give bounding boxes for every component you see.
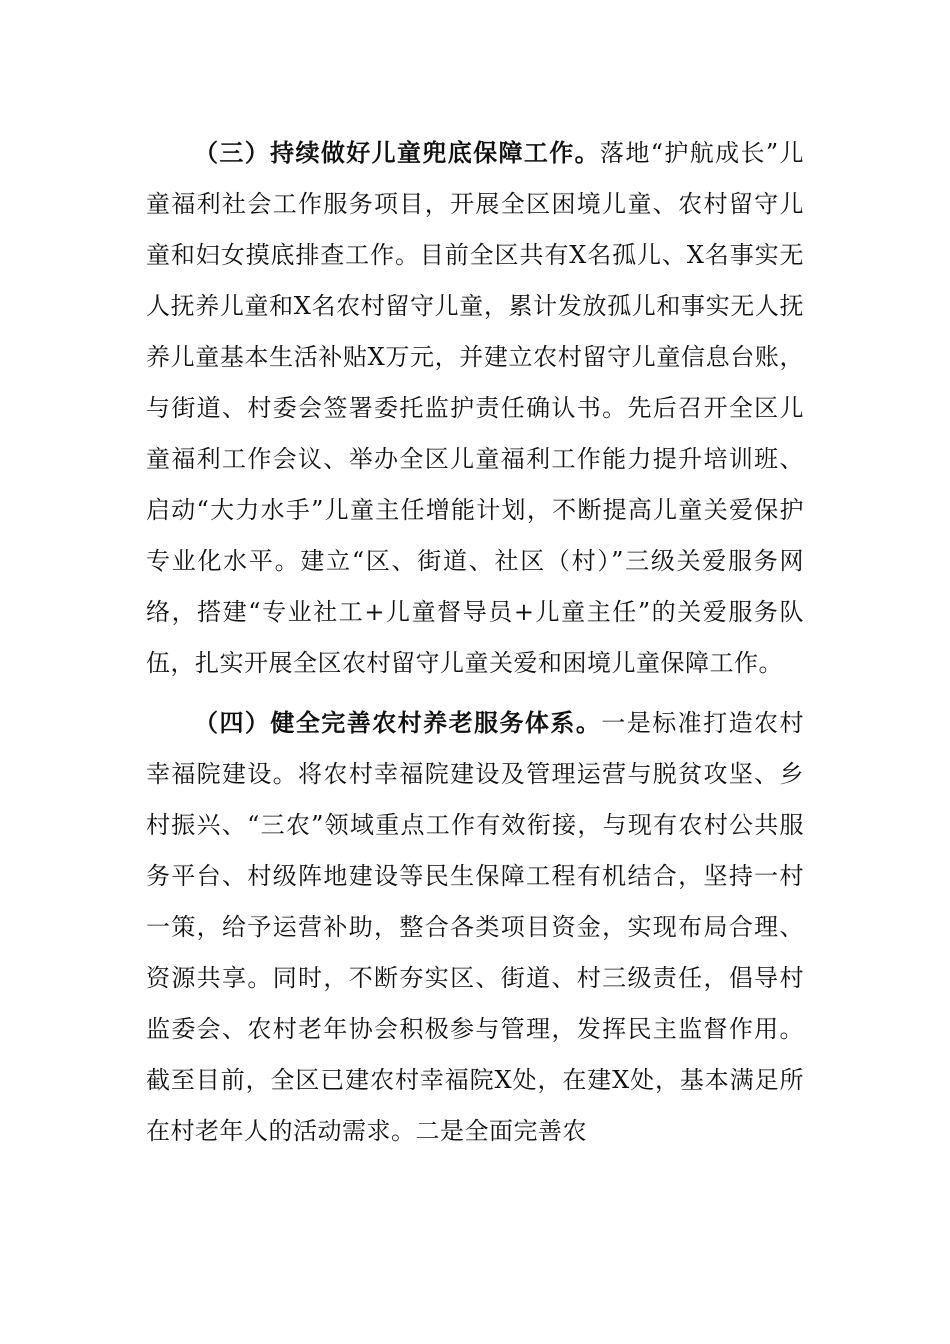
paragraph-text: 落地“护航成长”儿童福利社会工作服务项目，开展全区困境儿童、农村留守儿童和妇女摸底排查工作。目前全区共有X名孤儿、X名事实无人抚养儿童和X名农村留守儿童，累计发放孤儿和事实无人抚养儿童基本生活补贴X万元，并建立农村留守儿童信息台账，与街道、村委会签署委托监护责任确认书。先后召开全区儿童福利工作会议、举办全区儿童福利工作能力提升培训班、启动“大力水手”儿童主任增能计划，不断提高儿童关爱保护专业化水平。建立“区、街道、社区（村）”三级关爱服务网络，搭建“专业社工+儿童督导员+儿童主任”的关爱服务队伍，扎实开展全区农村留守儿童关爱和困境儿童保障工作。 [146,139,804,677]
document-body [146,128,804,1157]
paragraph-heading: （四）健全完善农村养老服务体系。 [194,709,602,737]
paragraph-child-welfare [146,128,804,689]
paragraph-rural-elderly-care [146,698,804,1157]
paragraph-heading: （三）持续做好儿童兜底保障工作。 [194,139,600,167]
paragraph-text: 一是标准打造农村幸福院建设。将农村幸福院建设及管理运营与脱贫攻坚、乡村振兴、“三农”领域重点工作有效衔接，与现有农村公共服务平台、村级阵地建设等民生保障工程有机结合，坚持一村一策，给予运营补助，整合各类项目资金，实现布局合理、资源共享。同时，不断夯实区、街道、村三级责任，倡导村监委会、农村老年协会积极参与管理，发挥民主监督作用。截至目前，全区已建农村幸福院X处，在建X处，基本满足所在村老年人的活动需求。二是全面完善农 [146,709,805,1145]
